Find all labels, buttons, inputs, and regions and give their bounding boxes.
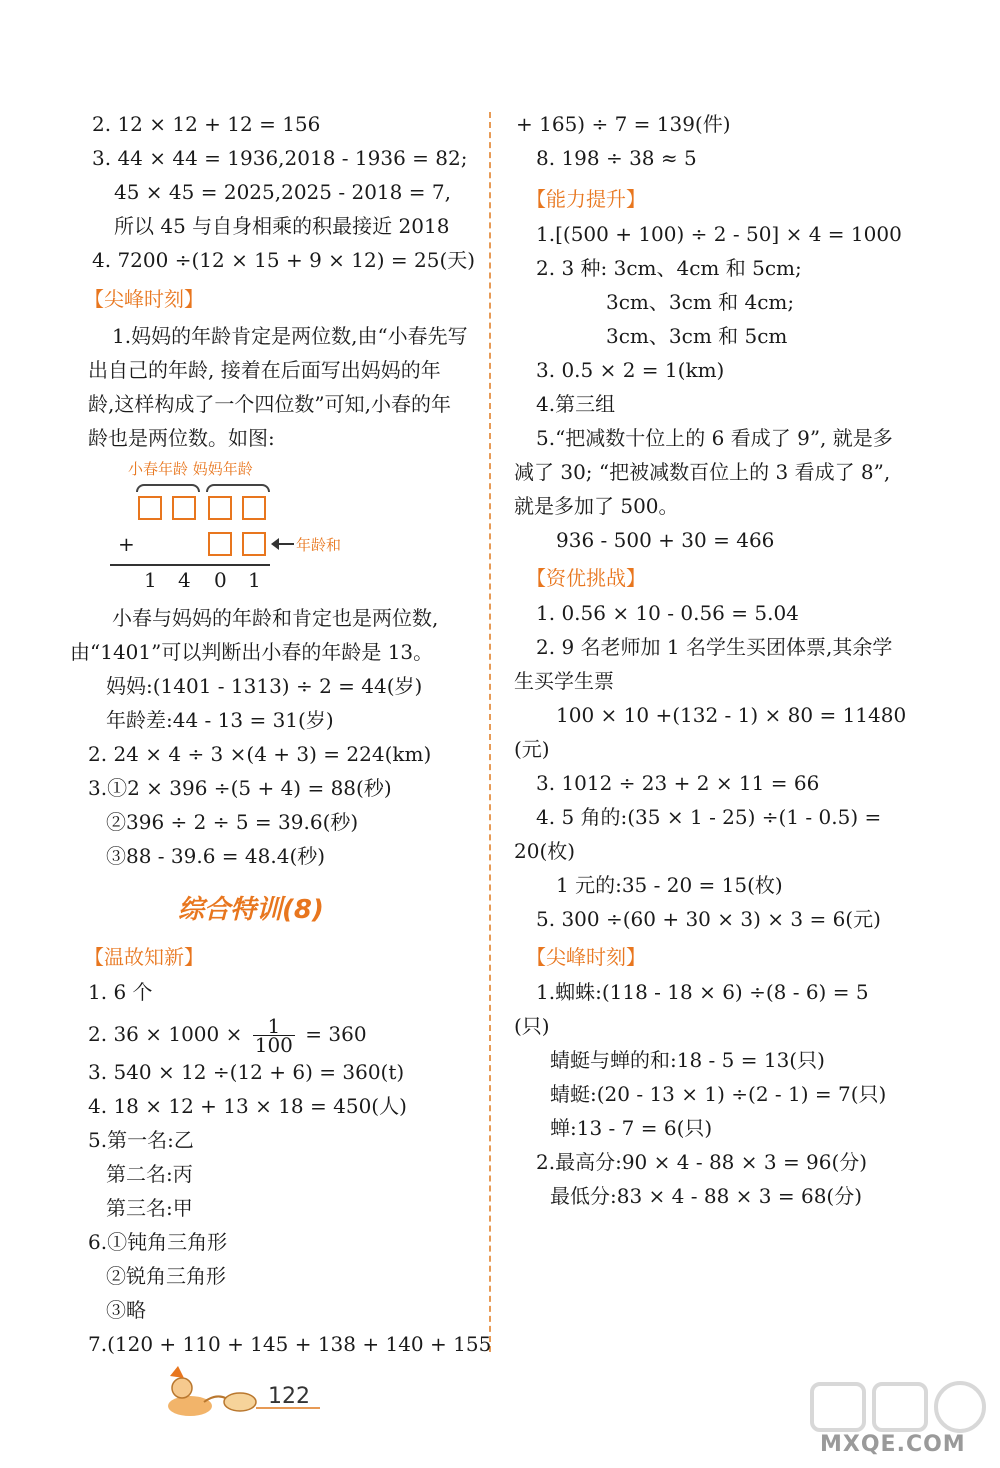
text-line: 第三名:甲: [106, 1196, 193, 1220]
section-heading: 【资优挑战】: [526, 566, 646, 590]
section-heading: 【能力提升】: [526, 187, 646, 211]
text-line: 1. 0.56 × 10 - 0.56 = 5.04: [536, 601, 799, 625]
column-divider: [489, 112, 491, 1352]
text-line: 2. 9 名老师加 1 名学生买团体票,其余学: [536, 635, 893, 659]
sum-digit: 1: [248, 568, 261, 592]
text-line: 4.第三组: [536, 392, 616, 416]
text-line: 20(枚): [514, 839, 576, 863]
text-line: 5.“把减数十位上的 6 看成了 9”, 就是多: [536, 426, 893, 450]
text-line: 就是多加了 500。: [514, 494, 679, 518]
text-line: 3cm、3cm 和 4cm;: [606, 290, 795, 314]
text-line: 1.蜘蛛:(118 - 18 × 6) ÷(8 - 6) = 5: [536, 980, 869, 1004]
text-line: (元): [514, 737, 550, 761]
text-line: + 165) ÷ 7 = 139(件): [516, 112, 731, 136]
sum-digit: 4: [178, 568, 191, 592]
watermark-text: MXQE.COM: [820, 1432, 966, 1457]
text-line: 4. 7200 ÷(12 × 15 + 9 × 12) = 25(天): [92, 248, 476, 272]
text-line: 生买学生票: [514, 669, 614, 693]
age-sum-figure: [108, 452, 368, 602]
text-line: 蝉:13 - 7 = 6(只): [550, 1116, 713, 1140]
text-line: 小春与妈妈的年龄和肯定也是两位数,: [112, 606, 439, 630]
digit-box: [242, 532, 266, 556]
text-line: 1.[(500 + 100) ÷ 2 - 50] × 4 = 1000: [536, 222, 902, 246]
text-line: 最低分:83 × 4 - 88 × 3 = 68(分): [550, 1184, 863, 1208]
text-line: 936 - 500 + 30 = 466: [556, 528, 775, 552]
text-line: 由“1401”可以判断出小春的年龄是 13。: [70, 640, 434, 664]
text-line: 出自己的年龄, 接着在后面写出妈妈的年: [88, 358, 441, 382]
text-line: 3. 0.5 × 2 = 1(km): [536, 358, 725, 382]
text-line: 龄,这样构成了一个四位数”可知,小春的年: [88, 392, 451, 416]
text-line: 2. 24 × 4 ÷ 3 ×(4 + 3) = 224(km): [88, 742, 432, 766]
text-line: 5.第一名:乙: [88, 1128, 194, 1152]
digit-box: [208, 532, 232, 556]
text-line: ②锐角三角形: [106, 1264, 226, 1288]
text-line: ③88 - 39.6 = 48.4(秒): [106, 844, 326, 868]
digit-box: [208, 496, 232, 520]
arrow-line: [276, 543, 294, 545]
text-line: 1. 6 个: [88, 980, 153, 1004]
text-line: 妈妈:(1401 - 1313) ÷ 2 = 44(岁): [106, 674, 423, 698]
figure-label-ages: 小春年龄 妈妈年龄: [128, 460, 253, 478]
text-line: 45 × 45 = 2025,2025 - 2018 = 7,: [114, 180, 451, 204]
text-line: ③略: [106, 1298, 146, 1322]
text-line: 7.(120 + 110 + 145 + 138 + 140 + 155: [88, 1332, 492, 1356]
text-line: 5. 300 ÷(60 + 30 × 3) × 3 = 6(元): [536, 907, 881, 931]
text-line: 100 × 10 +(132 - 1) × 80 = 11480: [556, 703, 907, 727]
fraction: [253, 1014, 295, 1057]
text-line: 2. 3 种: 3cm、4cm 和 5cm;: [536, 256, 802, 280]
section-title: 综合特训(8): [178, 895, 324, 925]
text-line: 年龄差:44 - 13 = 31(岁): [106, 708, 334, 732]
fraction-suffix: = 360: [305, 1022, 367, 1046]
sum-digit: 0: [214, 568, 227, 592]
digit-box: [242, 496, 266, 520]
text-line: 第二名:丙: [106, 1162, 193, 1186]
text-line: 蜻蜓与蝉的和:18 - 5 = 13(只): [550, 1048, 825, 1072]
digit-box: [138, 496, 162, 520]
sum-rule: [110, 564, 270, 566]
sum-digit: 1: [144, 568, 157, 592]
digit-box: [172, 496, 196, 520]
text-line: (只): [514, 1014, 550, 1038]
text-line: 3cm、3cm 和 5cm: [606, 324, 788, 348]
text-line: 所以 45 与自身相乘的积最接近 2018: [114, 214, 450, 238]
fraction-line: [88, 1014, 367, 1057]
text-line: 1 元的:35 - 20 = 15(枚): [556, 873, 783, 897]
text-line: 减了 30; “把被减数百位上的 3 看成了 8”,: [514, 460, 891, 484]
text-line: 4. 18 × 12 + 13 × 18 = 450(人): [88, 1094, 407, 1118]
text-line: 龄也是两位数。如图:: [88, 426, 275, 450]
text-line: 3. 540 × 12 ÷(12 + 6) = 360(t): [88, 1060, 405, 1084]
fraction-numerator: 1: [253, 1017, 295, 1036]
text-line: ②396 ÷ 2 ÷ 5 = 39.6(秒): [106, 810, 359, 834]
text-line: 3. 1012 ÷ 23 + 2 × 11 = 66: [536, 771, 820, 795]
fraction-prefix: 2. 36 × 1000 ×: [88, 1022, 243, 1046]
figure-label-sum: 年龄和: [296, 536, 342, 554]
fraction-denominator: 100: [254, 1033, 293, 1057]
plus-sign: +: [118, 532, 135, 556]
section-heading: 【尖峰时刻】: [84, 287, 204, 311]
text-line: 2.最高分:90 × 4 - 88 × 3 = 96(分): [536, 1150, 868, 1174]
text-line: 1.妈妈的年龄肯定是两位数,由“小春先写: [112, 324, 468, 348]
section-heading: 【温故知新】: [84, 945, 204, 969]
page-number: 122: [268, 1384, 310, 1409]
text-line: 8. 198 ÷ 38 ≈ 5: [536, 146, 697, 170]
text-line: 蜻蜓:(20 - 13 × 1) ÷(2 - 1) = 7(只): [550, 1082, 887, 1106]
text-line: 2. 12 × 12 + 12 = 156: [92, 112, 321, 136]
text-line: 3.①2 × 396 ÷(5 + 4) = 88(秒): [88, 776, 392, 800]
brace-mama: [206, 484, 270, 492]
section-heading: 【尖峰时刻】: [526, 945, 646, 969]
text-line: 3. 44 × 44 = 1936,2018 - 1936 = 82;: [92, 146, 468, 170]
text-line: 6.①钝角三角形: [88, 1230, 228, 1254]
brace-xiaochun: [136, 484, 200, 492]
text-line: 4. 5 角的:(35 × 1 - 25) ÷(1 - 0.5) =: [536, 805, 882, 829]
